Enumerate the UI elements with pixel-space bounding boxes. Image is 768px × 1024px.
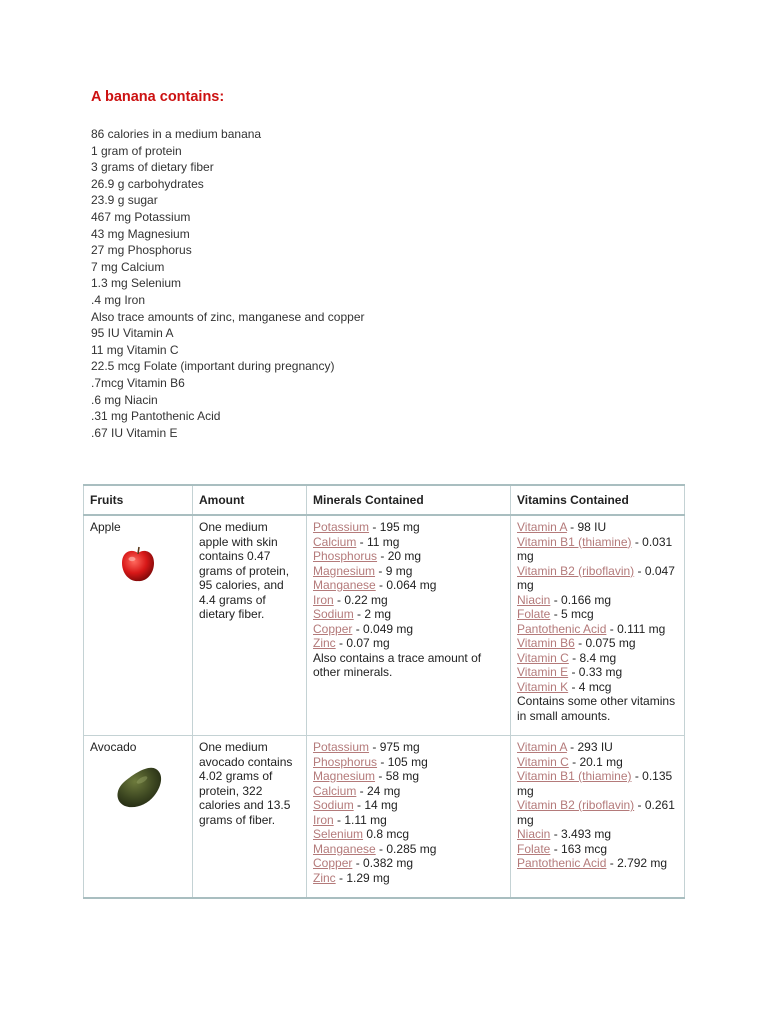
mineral-value: - 0.382 mg — [352, 856, 414, 870]
table-header-row — [84, 485, 685, 515]
vitamin-item — [517, 755, 678, 770]
mineral-link[interactable]: Copper — [313, 856, 353, 870]
mineral-item — [313, 784, 504, 799]
fact-item: 11 mg Vitamin C — [91, 342, 179, 357]
mineral-value: - 9 mg — [375, 563, 413, 578]
mineral-item — [313, 856, 504, 871]
mineral-value: - 14 mg — [353, 798, 398, 812]
banana-facts-list — [91, 126, 365, 441]
mineral-item — [313, 578, 504, 593]
vitamin-link[interactable]: Niacin — [517, 827, 551, 841]
vitamin-item — [517, 856, 678, 871]
fact-item: 467 mg Potassium — [91, 209, 191, 224]
minerals-cell — [307, 736, 511, 899]
mineral-item — [313, 593, 504, 608]
vitamin-value: - 2.792 mg — [606, 856, 668, 870]
vitamin-value: - 0.047 mg — [517, 563, 675, 592]
fact-item: 26.9 g carbohydrates — [91, 176, 204, 191]
mineral-value: - 11 mg — [356, 534, 400, 549]
vitamin-link[interactable]: Vitamin C — [517, 754, 569, 769]
vitamin-item — [517, 842, 678, 857]
vitamin-item — [517, 607, 678, 622]
vitamin-link[interactable]: Vitamin B1 (thiamine) — [517, 769, 632, 783]
table-row-avocado — [84, 736, 685, 899]
fact-item: 1 gram of protein — [91, 143, 182, 158]
nutrition-table — [83, 484, 685, 899]
vitamin-value: - 8.4 mg — [568, 650, 617, 665]
fact-item: 22.5 mcg Folate (important during pregnancy) — [91, 359, 335, 374]
fact-item: 7 mg Calcium — [91, 259, 165, 274]
mineral-link[interactable]: Calcium — [313, 534, 357, 549]
mineral-item — [313, 842, 504, 857]
mineral-value: - 0.22 mg — [333, 592, 388, 607]
vitamins-cell — [511, 515, 685, 736]
fruit-cell — [84, 736, 193, 899]
fact-item: 3 grams of dietary fiber — [91, 160, 214, 175]
mineral-item — [313, 798, 504, 813]
mineral-value: - 0.07 mg — [335, 636, 390, 650]
vitamin-item — [517, 827, 678, 842]
fact-item: 43 mg Magnesium — [91, 226, 190, 241]
vitamin-value: - 98 IU — [566, 520, 607, 534]
mineral-value: 0.8 mcg — [363, 827, 410, 841]
mineral-link[interactable]: Magnesium — [313, 769, 376, 783]
vitamin-item — [517, 651, 678, 666]
mineral-value: - 195 mg — [369, 520, 420, 534]
vitamins-cell — [511, 736, 685, 899]
fruit-name: Apple — [90, 520, 121, 534]
mineral-value: - 0.049 mg — [352, 621, 414, 636]
vitamin-item — [517, 535, 678, 564]
fruit-name: Avocado — [90, 740, 137, 754]
vitamin-value: - 0.166 mg — [550, 592, 612, 607]
vitamin-link[interactable]: Vitamin B2 (riboflavin) — [517, 798, 635, 812]
amount-cell: One medium avocado contains 4.02 grams of protein, 322 calories and 13.5 grams of fiber. — [193, 736, 307, 899]
vitamin-item — [517, 769, 678, 798]
mineral-link[interactable]: Phosphorus — [313, 549, 378, 563]
vitamin-item — [517, 564, 678, 593]
vitamin-link[interactable]: Vitamin B2 (riboflavin) — [517, 563, 635, 578]
mineral-link[interactable]: Copper — [313, 621, 353, 636]
mineral-value: - 1.11 mg — [333, 812, 387, 827]
mineral-item — [313, 755, 504, 770]
mineral-item — [313, 622, 504, 637]
header-amount: Amount — [193, 485, 307, 515]
mineral-value: - 105 mg — [377, 754, 428, 769]
mineral-item — [313, 535, 504, 550]
mineral-value: - 2 mg — [353, 607, 392, 621]
mineral-value: - 58 mg — [375, 769, 420, 783]
mineral-link[interactable]: Potassium — [313, 520, 370, 534]
vitamin-link[interactable]: Niacin — [517, 592, 551, 607]
vitamin-link[interactable]: Vitamin B6 — [517, 636, 575, 650]
fact-item: 1.3 mg Selenium — [91, 276, 182, 291]
mineral-link[interactable]: Sodium — [313, 607, 354, 621]
vitamin-link[interactable]: Folate — [517, 841, 551, 856]
mineral-value: - 20 mg — [377, 549, 422, 563]
vitamin-item — [517, 740, 678, 755]
mineral-item — [313, 564, 504, 579]
mineral-link[interactable]: Zinc — [313, 636, 336, 650]
vitamin-link[interactable]: Vitamin B1 (thiamine) — [517, 534, 632, 549]
mineral-value: - 24 mg — [356, 783, 401, 798]
page-heading: A banana contains: — [91, 89, 225, 105]
mineral-link[interactable]: Manganese — [313, 578, 376, 592]
fact-item: .4 mg Iron — [91, 292, 146, 307]
fact-item: Also trace amounts of zinc, manganese and copper — [91, 309, 365, 324]
header-minerals: Minerals Contained — [307, 485, 511, 515]
mineral-item — [313, 813, 504, 828]
vitamin-value: - 0.261 mg — [517, 798, 675, 827]
fact-item: 27 mg Phosphorus — [91, 243, 192, 258]
table-row-apple — [84, 515, 685, 736]
fact-item: .6 mg Niacin — [91, 392, 158, 407]
vitamin-item — [517, 665, 678, 680]
vitamin-item — [517, 636, 678, 651]
mineral-link[interactable]: Sodium — [313, 798, 354, 812]
mineral-link[interactable]: Zinc — [313, 870, 336, 885]
mineral-value: - 1.29 mg — [335, 870, 390, 885]
vitamin-value: - 20.1 mg — [568, 754, 623, 769]
vitamin-link[interactable]: Vitamin K — [517, 679, 569, 694]
vitamins-note: Contains some other vitamins in small amounts. — [517, 694, 676, 723]
mineral-item — [313, 549, 504, 564]
vitamin-item — [517, 680, 678, 695]
mineral-link[interactable]: Manganese — [313, 841, 376, 856]
mineral-value: - 0.285 mg — [375, 841, 437, 856]
vitamin-value: - 163 mcg — [550, 841, 608, 856]
fact-item: .67 IU Vitamin E — [91, 425, 178, 440]
fact-item: 95 IU Vitamin A — [91, 326, 174, 341]
vitamin-item — [517, 622, 678, 637]
vitamin-link[interactable]: Vitamin C — [517, 650, 569, 665]
vitamin-value: - 0.075 mg — [574, 636, 636, 650]
fact-item: .7mcg Vitamin B6 — [91, 375, 185, 390]
minerals-note: Also contains a trace amount of other minerals. — [313, 650, 482, 679]
apple-icon — [119, 544, 157, 584]
mineral-link[interactable]: Potassium — [313, 740, 370, 754]
vitamin-link[interactable]: Vitamin A — [517, 520, 567, 534]
vitamin-link[interactable]: Vitamin A — [517, 740, 567, 754]
fruit-cell — [84, 515, 193, 736]
vitamin-item — [517, 520, 678, 535]
vitamin-value: - 0.135 mg — [517, 769, 673, 798]
vitamin-link[interactable]: Folate — [517, 607, 551, 621]
vitamin-value: - 0.33 mg — [568, 665, 623, 679]
vitamin-value: - 0.111 mg — [606, 621, 666, 636]
mineral-link[interactable]: Phosphorus — [313, 754, 378, 769]
vitamin-link[interactable]: Vitamin E — [517, 665, 569, 679]
mineral-item — [313, 636, 504, 651]
avocado-icon — [112, 764, 164, 810]
vitamin-value: - 0.031 mg — [517, 534, 673, 563]
mineral-item — [313, 871, 504, 886]
mineral-item — [313, 827, 504, 842]
minerals-cell — [307, 515, 511, 736]
header-vitamins: Vitamins Contained — [511, 485, 685, 515]
mineral-item — [313, 607, 504, 622]
vitamin-value: - 3.493 mg — [550, 827, 612, 841]
mineral-link[interactable]: Selenium — [313, 827, 364, 841]
amount-cell: One medium apple with skin contains 0.47 grams of protein, 95 calories, and 4.4 grams of dietary fiber. — [193, 515, 307, 736]
mineral-item — [313, 769, 504, 784]
fact-item: 86 calories in a medium banana — [91, 127, 262, 141]
vitamin-item — [517, 593, 678, 608]
vitamin-value: - 4 mcg — [568, 679, 612, 694]
vitamin-link[interactable]: Pantothenic Acid — [517, 856, 607, 870]
mineral-value: - 0.064 mg — [375, 578, 437, 592]
fact-item: .31 mg Pantothenic Acid — [91, 409, 221, 424]
vitamin-value: - 5 mcg — [550, 607, 594, 621]
fact-item: 23.9 g sugar — [91, 193, 158, 208]
mineral-value: - 975 mg — [369, 740, 420, 754]
mineral-link[interactable]: Magnesium — [313, 563, 376, 578]
vitamin-value: - 293 IU — [566, 740, 613, 754]
header-fruits: Fruits — [84, 485, 193, 515]
vitamin-link[interactable]: Pantothenic Acid — [517, 621, 607, 636]
vitamin-item — [517, 798, 678, 827]
mineral-item — [313, 740, 504, 755]
mineral-item — [313, 520, 504, 535]
mineral-link[interactable]: Calcium — [313, 783, 357, 798]
mineral-link[interactable]: Iron — [313, 812, 334, 827]
mineral-link[interactable]: Iron — [313, 592, 334, 607]
